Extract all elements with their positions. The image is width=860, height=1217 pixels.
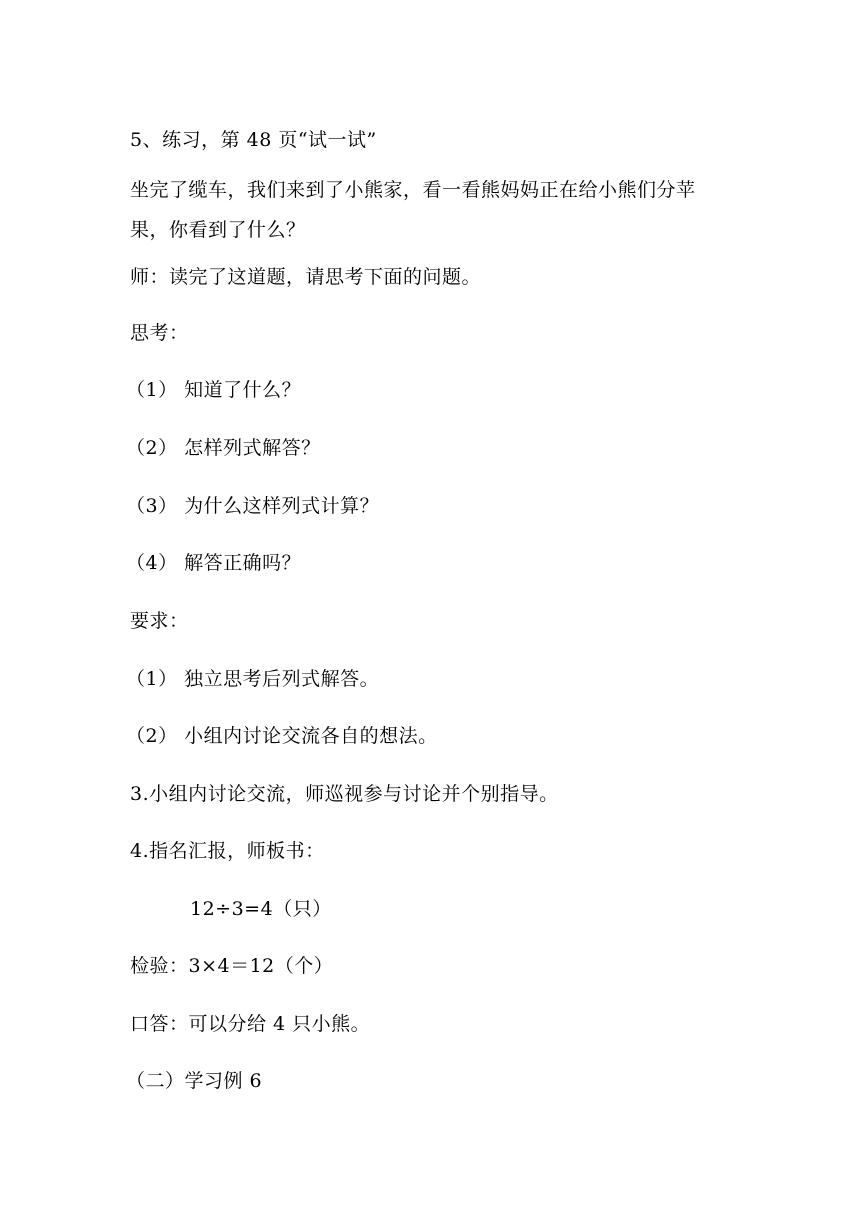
check-line: 检验：3×4＝12（个） (130, 955, 334, 977)
requirement-item-1: （1） 独立思考后列式解答。 (126, 668, 380, 690)
think-item-3: （3） 为什么这样列式计算？ (126, 495, 380, 517)
section-heading: （二）学习例 6 (126, 1070, 263, 1092)
think-item-1: （1） 知道了什么？ (126, 379, 302, 401)
board-formula: 12÷3=4（只） (190, 898, 332, 920)
think-item-4: （4） 解答正确吗？ (126, 552, 302, 574)
exercise-heading: 5、练习，第 48 页“试一试” (130, 129, 377, 151)
requirement-item-2: （2） 小组内讨论交流各自的想法。 (126, 725, 438, 747)
step-3: 3.小组内讨论交流，师巡视参与讨论并个别指导。 (130, 783, 559, 805)
problem-text-line-1: 坐完了缆车，我们来到了小熊家，看一看熊妈妈正在给小熊们分苹 (130, 179, 696, 201)
step-4: 4.指名汇报，师板书： (130, 840, 325, 862)
think-heading: 思考： (130, 322, 189, 344)
oral-answer: 口答：可以分给 4 只小熊。 (130, 1013, 371, 1035)
teacher-instruction: 师：读完了这道题，请思考下面的问题。 (130, 266, 482, 288)
requirement-heading: 要求： (130, 610, 189, 632)
think-item-2: （2） 怎样列式解答？ (126, 437, 321, 459)
problem-text-line-2: 果，你看到了什么？ (130, 219, 306, 241)
